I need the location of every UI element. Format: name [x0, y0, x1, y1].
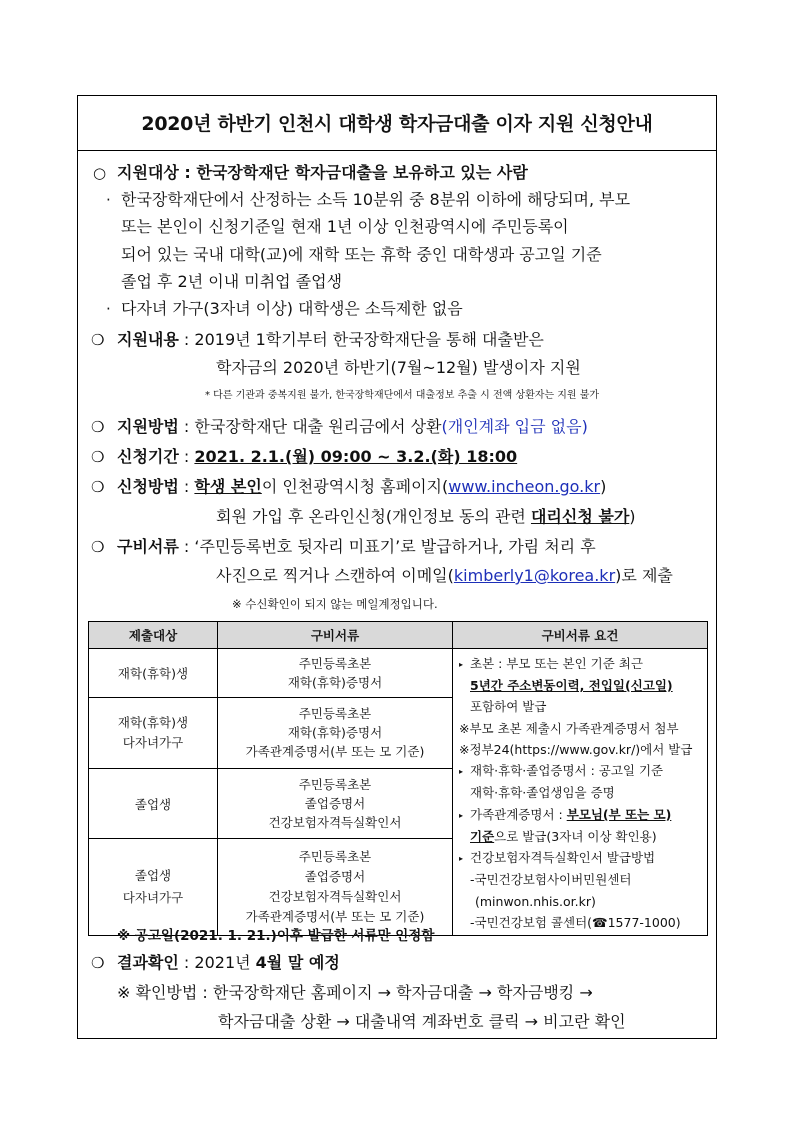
result-how-line1: ※ 확인방법 : 한국장학재단 홈페이지 → 학자금대출 → 학자금뱅킹 → [117, 983, 593, 1002]
table-header-row [89, 622, 708, 649]
target-cell-text: 졸업생 [134, 796, 172, 812]
doc-item: 주민등록초본 [298, 655, 372, 671]
title-box [77, 95, 717, 151]
docs-line1 [117, 537, 596, 557]
req-text: 재학·휴학·졸업증명서 : 공고일 기준 [470, 763, 664, 779]
row-target [89, 649, 218, 698]
target-cell-text: 재학(휴학)생 [117, 665, 189, 681]
req-text: 부모님(부 또는 모) [566, 806, 672, 822]
colon: : [184, 163, 191, 182]
apply-text: ) [629, 507, 636, 526]
apply-line2 [216, 507, 636, 527]
period-text: 2021. 2.1.(월) 09:00 ~ 3.2.(화) 18:00 [194, 447, 518, 466]
req-text: 5년간 주소변동이력, 전입일(신고일) [470, 678, 673, 694]
proxy-not-allowed: 대리신청 불가 [530, 507, 630, 526]
result-label: 결과확인 [117, 953, 179, 972]
header-requirements: 구비서류 요건 [453, 622, 708, 649]
row-docs [218, 839, 453, 936]
triangle-bullet-icon: ▸ [459, 810, 464, 820]
email-link[interactable]: kimberly1@korea.kr [453, 566, 616, 585]
method-label: 지원방법 [117, 417, 179, 436]
result-date: 4월 말 예정 [255, 953, 340, 972]
doc-item: 주민등록초본 [298, 849, 372, 865]
apply-line1 [117, 477, 606, 497]
method-text: 한국장학재단 대출 원리금에서 상환 [194, 417, 442, 436]
docs-text: ‘주민등록번호 뒷자리 미표기’로 발급하거나, 가림 처리 후 [194, 537, 596, 556]
row-target [89, 697, 218, 768]
target-label: 지원대상 [117, 163, 179, 182]
circle-bullet-icon: ❍ [91, 538, 105, 556]
circle-bullet-icon: ❍ [91, 478, 105, 496]
doc-item: 건강보험자격득실확인서 [268, 815, 402, 831]
content-line2: 학자금의 2020년 하반기(7월~12월) 발생이자 지원 [216, 358, 581, 377]
docs-text: )로 제출 [615, 566, 673, 585]
docs-note: ※ 수신확인이 되지 않는 메일계정입니다. [232, 597, 438, 611]
row-docs [218, 768, 453, 839]
apply-text: ) [600, 477, 607, 496]
header-docs: 구비서류 [218, 622, 453, 649]
doc-item: 재학(휴학)증명서 [287, 725, 383, 741]
row-target [89, 768, 218, 839]
req-text: 가족관계증명서 : [470, 806, 567, 822]
docs-line2 [216, 566, 673, 586]
colon: : [183, 537, 190, 556]
dot-bullet-icon: · [106, 191, 111, 209]
requirements-cell [453, 649, 708, 936]
triangle-bullet-icon: ▸ [459, 854, 464, 864]
target-text: 한국장학재단 학자금대출을 보유하고 있는 사람 [196, 163, 528, 182]
target-sub1-line: 한국장학재단에서 산정하는 소득 10분위 중 8분위 이하에 해당되며, 부모 [121, 190, 631, 209]
req-text: (minwon.nhis.or.kr) [475, 893, 596, 909]
page-title: 2020년 하반기 인천시 대학생 학자금대출 이자 지원 신청안내 [141, 113, 653, 135]
doc-item: 졸업증명서 [304, 869, 366, 885]
req-text: -국민건강보험사이버민원센터 [470, 872, 632, 888]
triangle-bullet-icon: ▸ [459, 767, 464, 777]
header-target: 제출대상 [89, 622, 218, 649]
target-cell-text: 다자녀가구 [122, 890, 184, 906]
req-text: 포함하여 발급 [470, 699, 547, 715]
req-text: -국민건강보험 콜센터(☎1577-1000) [470, 914, 681, 930]
row-docs [218, 649, 453, 698]
doc-item: 건강보험자격득실확인서 [268, 889, 402, 905]
target-line [117, 163, 528, 183]
req-text: ※부모 초본 제출시 가족관계증명서 첨부 [459, 720, 679, 736]
result-text: 2021년 [194, 953, 256, 972]
target-cell-text: 다자녀가구 [122, 734, 184, 750]
content-note: * 다른 기관과 중복지원 불가, 한국장학재단에서 대출정보 추출 시 전액 상환자는 지원 불가 [205, 390, 600, 401]
target-cell-text: 졸업생 [134, 868, 172, 884]
period-line [117, 447, 517, 467]
colon: : [183, 477, 190, 496]
target-sub2: 다자녀 가구(3자녀 이상) 대학생은 소득제한 없음 [121, 299, 463, 318]
circle-bullet-icon: ❍ [91, 331, 105, 349]
circle-bullet-icon: ❍ [91, 954, 105, 972]
req-text: 기준 [470, 828, 495, 844]
apply-text: 회원 가입 후 온라인신청(개인정보 동의 관련 [216, 507, 531, 526]
content-line1 [117, 330, 544, 350]
req-text: 건강보험자격득실확인서 발급방법 [470, 850, 656, 866]
circle-bullet-icon: ❍ [91, 418, 105, 436]
docs-text: 사진으로 찍거나 스캔하여 이메일( [216, 566, 454, 585]
doc-item: 재학(휴학)증명서 [287, 674, 383, 690]
target-cell-text: 재학(휴학)생 [117, 714, 189, 730]
doc-item: 주민등록초본 [298, 706, 372, 722]
req-text: 초본 : 부모 또는 본인 기준 최근 [470, 656, 643, 671]
colon: : [183, 417, 190, 436]
doc-item: 주민등록초본 [298, 777, 372, 793]
apply-text: 이 인천광역시청 홈페이지( [261, 477, 449, 496]
dot-bullet-icon: · [106, 300, 111, 318]
target-sub1-line: 졸업 후 2년 이내 미취업 졸업생 [121, 272, 343, 291]
doc-item: 가족관계증명서(부 또는 모 기준) [245, 909, 425, 925]
content-text: 2019년 1학기부터 한국장학재단을 통해 대출받은 [194, 330, 544, 349]
documents-table [88, 621, 708, 936]
row-docs [218, 697, 453, 768]
colon: : [183, 447, 190, 466]
colon: : [183, 330, 190, 349]
triangle-bullet-icon: ▸ [459, 659, 464, 669]
target-sub1-line: 되어 있는 국내 대학(교)에 재학 또는 휴학 중인 대학생과 공고일 기준 [121, 245, 602, 264]
docs-label: 구비서류 [117, 537, 179, 556]
table-row [89, 649, 708, 698]
circle-bullet-icon: ○ [93, 164, 107, 182]
result-how-line2: 학자금대출 상환 → 대출내역 계좌번호 클릭 → 비고란 확인 [218, 1012, 626, 1031]
target-sub1-line: 또는 본인이 신청기준일 현재 1년 이상 인천광역시에 주민등록이 [121, 217, 569, 236]
apply-self: 학생 본인 [194, 477, 262, 496]
method-note: (개인계좌 입금 없음) [441, 417, 588, 436]
content-label: 지원내용 [117, 330, 179, 349]
req-text: 재학·휴학·졸업생임을 증명 [470, 785, 615, 801]
doc-item: 가족관계증명서(부 또는 모 기준) [245, 744, 425, 760]
row-target [89, 839, 218, 936]
req-text: 으로 발급(3자녀 이상 확인용) [494, 828, 657, 844]
method-line [117, 417, 588, 437]
period-label: 신청기간 [117, 447, 179, 466]
issue-date-note: ※ 공고일(2021. 1. 21.)이후 발급한 서류만 인정함 [117, 928, 435, 944]
result-line [117, 953, 340, 973]
homepage-link[interactable]: www.incheon.go.kr [448, 477, 601, 496]
apply-label: 신청방법 [117, 477, 179, 496]
colon: : [183, 953, 190, 972]
circle-bullet-icon: ❍ [91, 448, 105, 466]
req-text: ※정부24(https://www.gov.kr/)에서 발급 [459, 742, 693, 758]
doc-item: 졸업증명서 [304, 796, 366, 812]
